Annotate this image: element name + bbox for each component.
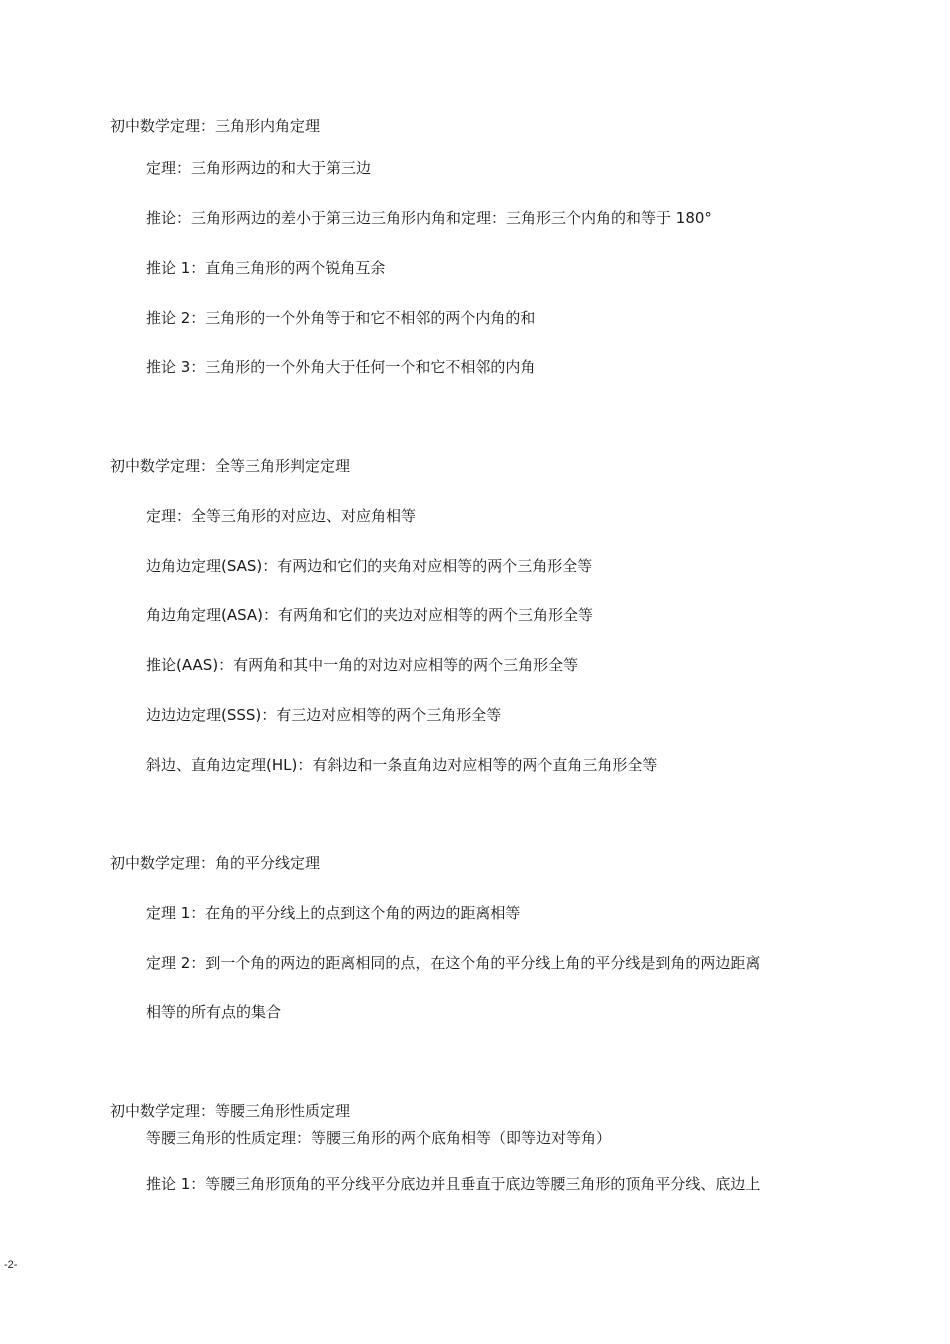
paragraph-line: 定理 2：到一个角的两边的距离相同的点，在这个角的平分线上角的平分线是到角的两边距离 — [146, 954, 761, 972]
paragraph-line: 边角边定理(SAS)：有两边和它们的夹角对应相等的两个三角形全等 — [146, 557, 593, 575]
paragraph-line: 推论 1：等腰三角形顶角的平分线平分底边并且垂直于底边等腰三角形的顶角平分线、底边上 — [146, 1175, 761, 1193]
paragraph-line: 推论 3：三角形的一个外角大于任何一个和它不相邻的内角 — [146, 358, 536, 376]
paragraph-line: 定理：三角形两边的和大于第三边 — [146, 159, 372, 177]
paragraph-line: 推论：三角形两边的差小于第三边三角形内角和定理：三角形三个内角的和等于 180° — [146, 209, 712, 227]
paragraph-line: 边边边定理(SSS)：有三边对应相等的两个三角形全等 — [146, 706, 502, 724]
section-heading: 初中数学定理：三角形内角定理 — [110, 117, 321, 135]
paragraph-line: 定理 1：在角的平分线上的点到这个角的两边的距离相等 — [146, 904, 521, 922]
section-heading: 初中数学定理：等腰三角形性质定理 — [110, 1102, 351, 1120]
paragraph-line: 角边角定理(ASA)：有两角和它们的夹边对应相等的两个三角形全等 — [146, 606, 594, 624]
paragraph-line: 推论(AAS)：有两角和其中一角的对边对应相等的两个三角形全等 — [146, 656, 579, 674]
page-number: -2- — [4, 1259, 18, 1271]
paragraph-line: 推论 2：三角形的一个外角等于和它不相邻的两个内角的和 — [146, 309, 536, 327]
paragraph-line: 斜边、直角边定理(HL)：有斜边和一条直角边对应相等的两个直角三角形全等 — [146, 756, 658, 774]
section-heading: 初中数学定理：角的平分线定理 — [110, 854, 321, 872]
paragraph-line: 等腰三角形的性质定理：等腰三角形的两个底角相等（即等边对等角） — [146, 1129, 612, 1147]
paragraph-line: 定理：全等三角形的对应边、对应角相等 — [146, 507, 417, 525]
paragraph-line: 推论 1：直角三角形的两个锐角互余 — [146, 259, 386, 277]
section-heading: 初中数学定理：全等三角形判定定理 — [110, 457, 351, 475]
paragraph-line: 相等的所有点的集合 — [146, 1003, 282, 1021]
